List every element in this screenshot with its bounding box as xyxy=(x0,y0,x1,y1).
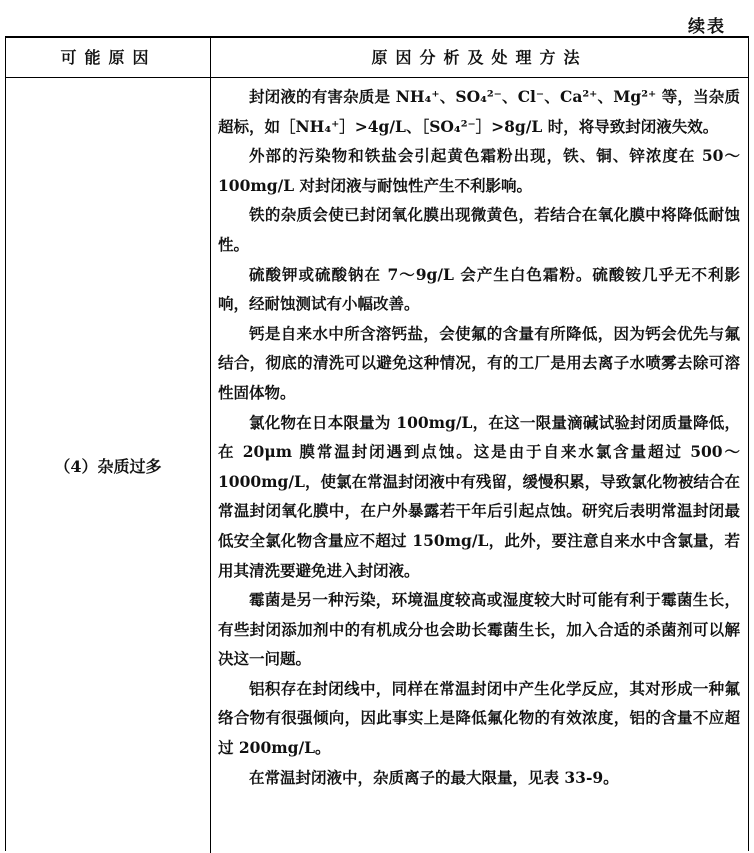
paragraph: 氯化物在日本限量为 100mg/L，在这一限量滴碱试验封闭质量降低，在 20μm 膜常温封闭遇到点蚀。这是由于自来水氯含量超过 500～1000mg/L，使氯在常温封闭液中有残留，缓慢积累，导致氯化物被结合在常温封闭氧化膜中，在户外暴露若干年后引起点蚀。研究后表明常温封闭最低安全氯化物含量应不超过 150mg/L，此外，要注意自来水中含氯量，若用其清洗要避免进入封闭液。 xyxy=(218,412,740,580)
continued-label: 续表 xyxy=(688,17,726,37)
data-table xyxy=(5,36,749,851)
analysis-cell xyxy=(218,82,740,792)
paragraph: 霉菌是另一种污染，环境温度较高或湿度较大时可能有利于霉菌生长，有些封闭添加剂中的有机成分也会助长霉菌生长，加入合适的杀菌剂可以解决这一问题。 xyxy=(218,590,740,669)
column-divider xyxy=(210,38,211,853)
paragraph: 硫酸钾或硫酸钠在 7～9g/L 会产生白色霜粉。硫酸铵几乎无不利影响，经耐蚀测试有小幅改善。 xyxy=(218,264,740,314)
paragraph: 钙是自来水中所含溶钙盐，会使氟的含量有所降低，因为钙会优先与氟结合，彻底的清洗可以避免这种情况，有的工厂是用去离子水喷雾去除可溶性固体物。 xyxy=(218,323,740,402)
header-analysis-method: 原因分析及处理方法 xyxy=(371,48,588,67)
paragraph: 在常温封闭液中，杂质离子的最大限量，见表 33-9。 xyxy=(249,767,619,787)
paragraph: 外部的污染物和铁盐会引起黄色霜粉出现，铁、铜、锌浓度在 50～100mg/L 对封闭液与耐蚀性产生不利影响。 xyxy=(218,146,740,195)
cause-text: （4）杂质过多 xyxy=(54,457,162,476)
table-header-row xyxy=(6,38,748,78)
paragraph: 封闭液的有害杂质是 NH₄⁺、SO₄²⁻、Cl⁻、Ca²⁺、Mg²⁺ 等，当杂质超标，如［NH₄⁺］>4g/L、［SO₄²⁻］>8g/L 时，将导致封闭液失效。 xyxy=(218,87,740,136)
paragraph: 铝积存在封闭线中，同样在常温封闭中产生化学反应，其对形成一种氟络合物有很强倾向，因此事实上是降低氟化物的有效浓度，铝的含量不应超过 200mg/L。 xyxy=(218,678,740,758)
paragraph: 铁的杂质会使已封闭氧化膜出现微黄色，若结合在氧化膜中将降低耐蚀性。 xyxy=(218,205,740,254)
cause-cell xyxy=(6,78,210,853)
header-possible-cause: 可能原因 xyxy=(60,48,157,67)
